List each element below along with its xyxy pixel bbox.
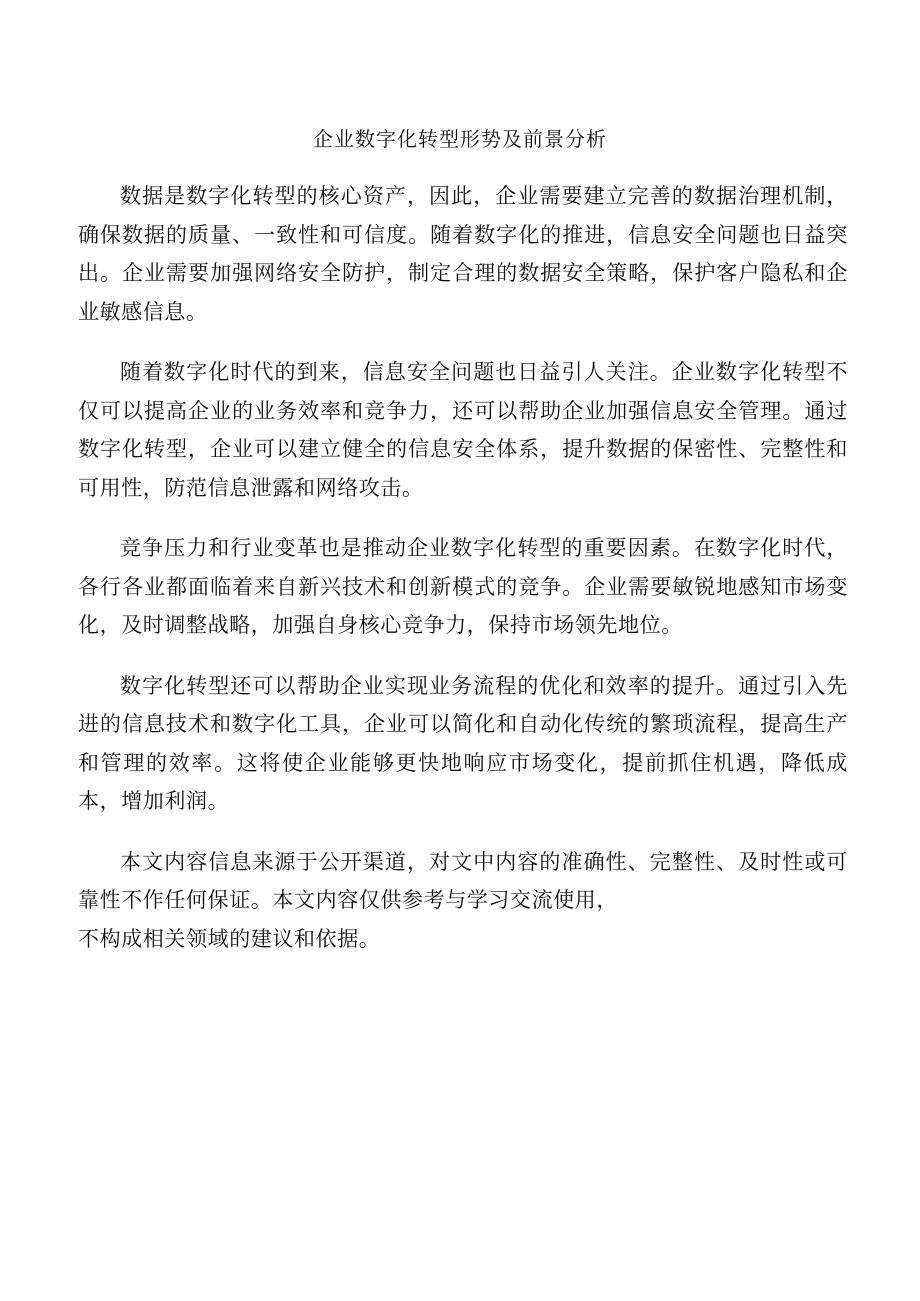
document-title: 企业数字化转型形势及前景分析: [313, 127, 607, 151]
document-body: [78, 177, 848, 958]
paragraph-4: 数字化转型还可以帮助企业实现业务流程的优化和效率的提升。通过引入先进的信息技术和数字化工具，企业可以简化和自动化传统的繁琐流程，提高生产和管理的效率。这将使企业能够更快地响应市场变化，提前抓住机遇，降低成本，增加利润。: [78, 673, 848, 813]
disclaimer-line-1: 本文内容信息来源于公开渠道，对文中内容的准确性、完整性、及时性或可靠性不作任何保证。本文内容仅供参考与学习交流使用，: [78, 849, 848, 912]
paragraph-2: 随着数字化时代的到来，信息安全问题也日益引人关注。企业数字化转型不仅可以提高企业的业务效率和竞争力，还可以帮助企业加强信息安全管理。通过数字化转型，企业可以建立健全的信息安全体系，提升数据的保密性、完整性和可用性，防范信息泄露和网络攻击。: [78, 360, 848, 500]
disclaimer-paragraph: [78, 843, 848, 959]
disclaimer-line-2: 不构成相关领域的建议和依据。: [78, 926, 381, 951]
paragraph-1: 数据是数字化转型的核心资产，因此，企业需要建立完善的数据治理机制，确保数据的质量、一致性和可信度。随着数字化的推进，信息安全问题也日益突出。企业需要加强网络安全防护，制定合理的数据安全策略，保护客户隐私和企业敏感信息。: [78, 184, 848, 324]
paragraph-3: 竞争压力和行业变革也是推动企业数字化转型的重要因素。在数字化时代，各行各业都面临着来自新兴技术和创新模式的竞争。企业需要敏锐地感知市场变化，及时调整战略，加强自身核心竞争力，保持市场领先地位。: [78, 536, 848, 637]
